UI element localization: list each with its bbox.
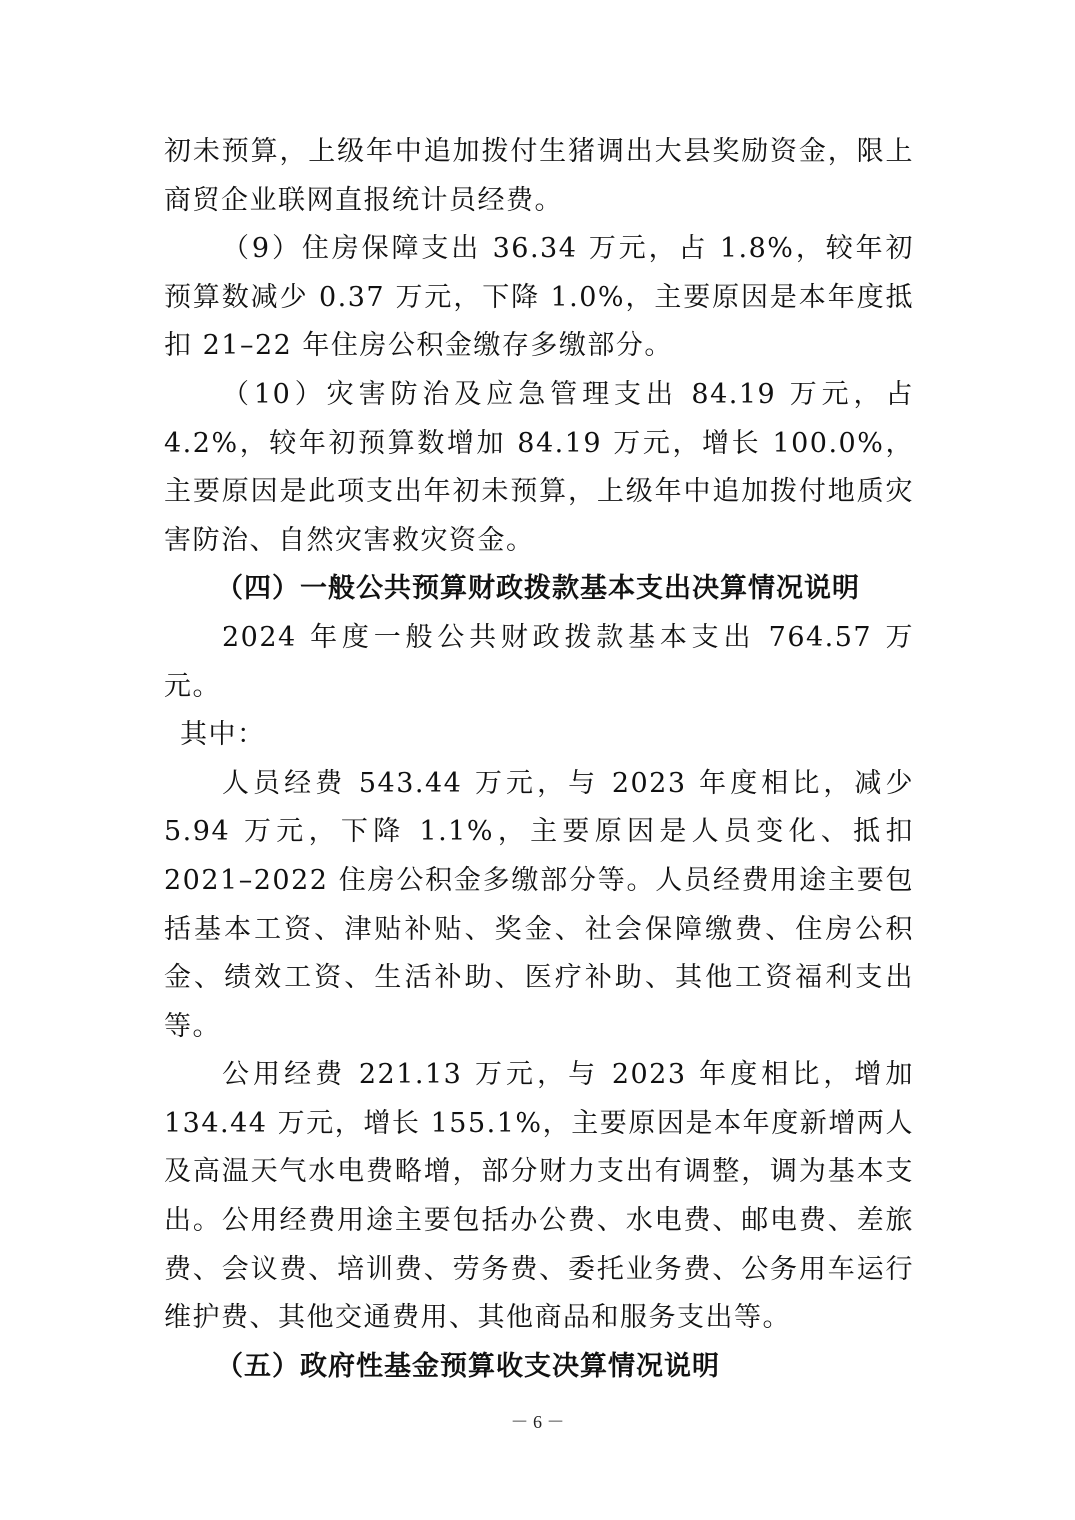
paragraph-among-which: 其中： xyxy=(180,719,266,751)
section-heading-5: （五）政府性基金预算收支决算情况说明 xyxy=(216,1350,720,1382)
paragraph-continued: 初未预算，上级年中追加拨付生猪调出大县奖励资金，限上商贸企业联网直报统计员经费。 xyxy=(164,136,914,216)
document-body xyxy=(164,128,914,1391)
paragraph-public-expenses: 公用经费 221.13 万元，与 2023 年度相比，增加 134.44 万元，增长 155.1%，主要原因是本年度新增两人及高温天气水电费略增，部分财力支出有调整，调为基本支出。公用经费用途主要包括办公费、水电费、邮电费、差旅费、会议费、培训费、劳务费、委托业务费、公务用车运行维护费、其他交通费用、其他商品和服务支出等。 xyxy=(164,1059,914,1334)
paragraph-item-10: （10）灾害防治及应急管理支出 84.19 万元，占 4.2%，较年初预算数增加 84.19 万元，增长 100.0%，主要原因是此项支出年初未预算，上级年中追加拨付地质灾害防治、自然灾害救灾资金。 xyxy=(164,378,914,556)
paragraph-personnel-expenses: 人员经费 543.44 万元，与 2023 年度相比，减少 5.94 万元，下降 1.1%，主要原因是人员变化、抵扣 2021–2022 住房公积金多缴部分等。人员经费用途主要包括基本工资、津贴补贴、奖金、社会保障缴费、住房公积金、绩效工资、生活补助、医疗补助、其他工资福利支出等。 xyxy=(164,767,914,1042)
page-number: － 6 － xyxy=(510,1412,565,1432)
paragraph-item-9: （9）住房保障支出 36.34 万元，占 1.8%，较年初预算数减少 0.37 万元，下降 1.0%，主要原因是本年度抵扣 21–22 年住房公积金缴存多缴部分。 xyxy=(164,233,914,362)
paragraph-basic-expenditure-total: 2024 年度一般公共财政拨款基本支出 764.57 万元。 xyxy=(164,621,914,702)
section-heading-4: （四）一般公共预算财政拨款基本支出决算情况说明 xyxy=(216,573,860,605)
